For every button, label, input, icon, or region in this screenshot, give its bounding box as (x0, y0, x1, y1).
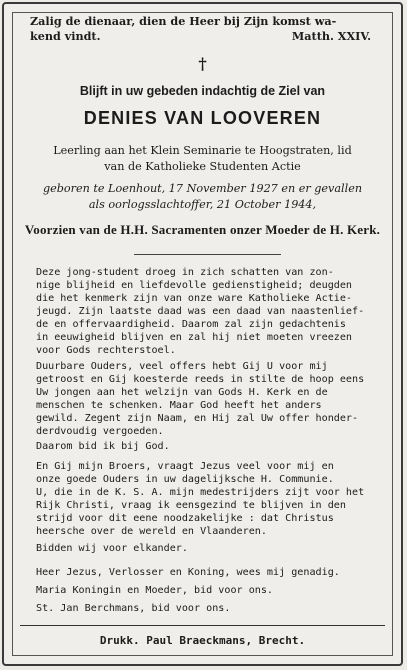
divider (134, 254, 281, 255)
pray-for-each-other: Bidden wij voor elkander. (36, 543, 188, 554)
bible-quote-continuation: kend vindt. (30, 29, 101, 43)
memorial-card (2, 2, 403, 666)
paragraph-student (36, 266, 382, 357)
description-line-2: van de Katholieke Studenten Actie (104, 160, 301, 173)
footer-divider (20, 625, 385, 626)
text-line: U, die in de K. S. A. mijn medestrijders zijt voor het (36, 487, 365, 498)
printer-credit: Drukk. Paul Braeckmans, Brecht. (99, 634, 306, 647)
text-line: En Gij mijn Broers, vraagt Jezus veel voor mij en (36, 461, 334, 472)
text-line: jeugd. Zijn laatste daad was een daad van naastenlief- (36, 306, 365, 317)
bible-quote-reference: Matth. XXIV. (291, 29, 371, 43)
text-line: heersche over de wereld en Vlaanderen. (36, 526, 267, 537)
paragraph-parents (36, 360, 382, 438)
text-line: strijd voor dit eene noodzakelijke : dat Christus (36, 513, 334, 524)
text-line: in eeuwigheid blijven en zal hij niet moeten vreezen (36, 332, 353, 343)
paragraph-brothers (36, 460, 382, 538)
deceased-name: DENIES VAN LOOVEREN (83, 108, 322, 128)
bible-quote: Zalig de dienaar, dien de Heer bij Zijn komst wa- (30, 14, 337, 28)
prayer-jesus: Heer Jezus, Verlosser en Koning, wees mij genadig. (36, 567, 340, 578)
text-line: voor Gods rechterstoel. (36, 345, 176, 356)
text-line: derdvoudig vergoeden. (36, 426, 164, 437)
cross-icon: † (198, 54, 207, 73)
text-line: de en offervaardigheid. Daarom zal zijn gedachtenis (36, 319, 346, 330)
text-line: Duurbare Ouders, veel offers hebt Gij U voor mij (36, 361, 328, 372)
text-line: Deze jong-student droeg in zich schatten van zon- (36, 267, 334, 278)
text-line: onze goede Ouders in uw dagelijksche H. Communie. (36, 474, 334, 485)
prayer-line-god: Daarom bid ik bij God. (36, 441, 170, 452)
birth-death-line-2: als oorlogsslachtoffer, 21 October 1944, (88, 198, 317, 211)
text-line: getroost en Gij koesterde reeds in stilte de hoop eens (36, 374, 365, 385)
prayer-mary: Maria Koningin en Moeder, bid voor ons. (36, 585, 274, 596)
text-line: die het kenmerk zijn van onze ware Katholieke Actie- (36, 293, 353, 304)
birth-death-line-1: geboren te Loenhout, 17 November 1927 en er gevallen (42, 182, 363, 195)
text-line: nige blijheid en liefdevolle gedienstigheid; deugden (36, 280, 353, 291)
prayer-berchmans: St. Jan Berchmans, bid voor ons. (36, 603, 231, 614)
text-line: gewild. Zegent zijn Naam, en Hij zal Uw offer honder- (36, 413, 359, 424)
text-line: Uw jongen aan het welzijn van Gods H. Kerk en de (36, 387, 328, 398)
sacraments-line: Voorzien van de H.H. Sacramenten onzer Moeder de H. Kerk. (24, 222, 381, 237)
text-line: menschen te schenken. Maar God heeft het anders (36, 400, 322, 411)
intro-line: Blijft in uw gebeden indachtig de Ziel van (79, 84, 326, 98)
text-line: Rijk Christi, vraag ik eensgezind te blijven in den (36, 500, 346, 511)
description-line-1: Leerling aan het Klein Seminarie te Hoogstraten, lid (53, 144, 352, 157)
